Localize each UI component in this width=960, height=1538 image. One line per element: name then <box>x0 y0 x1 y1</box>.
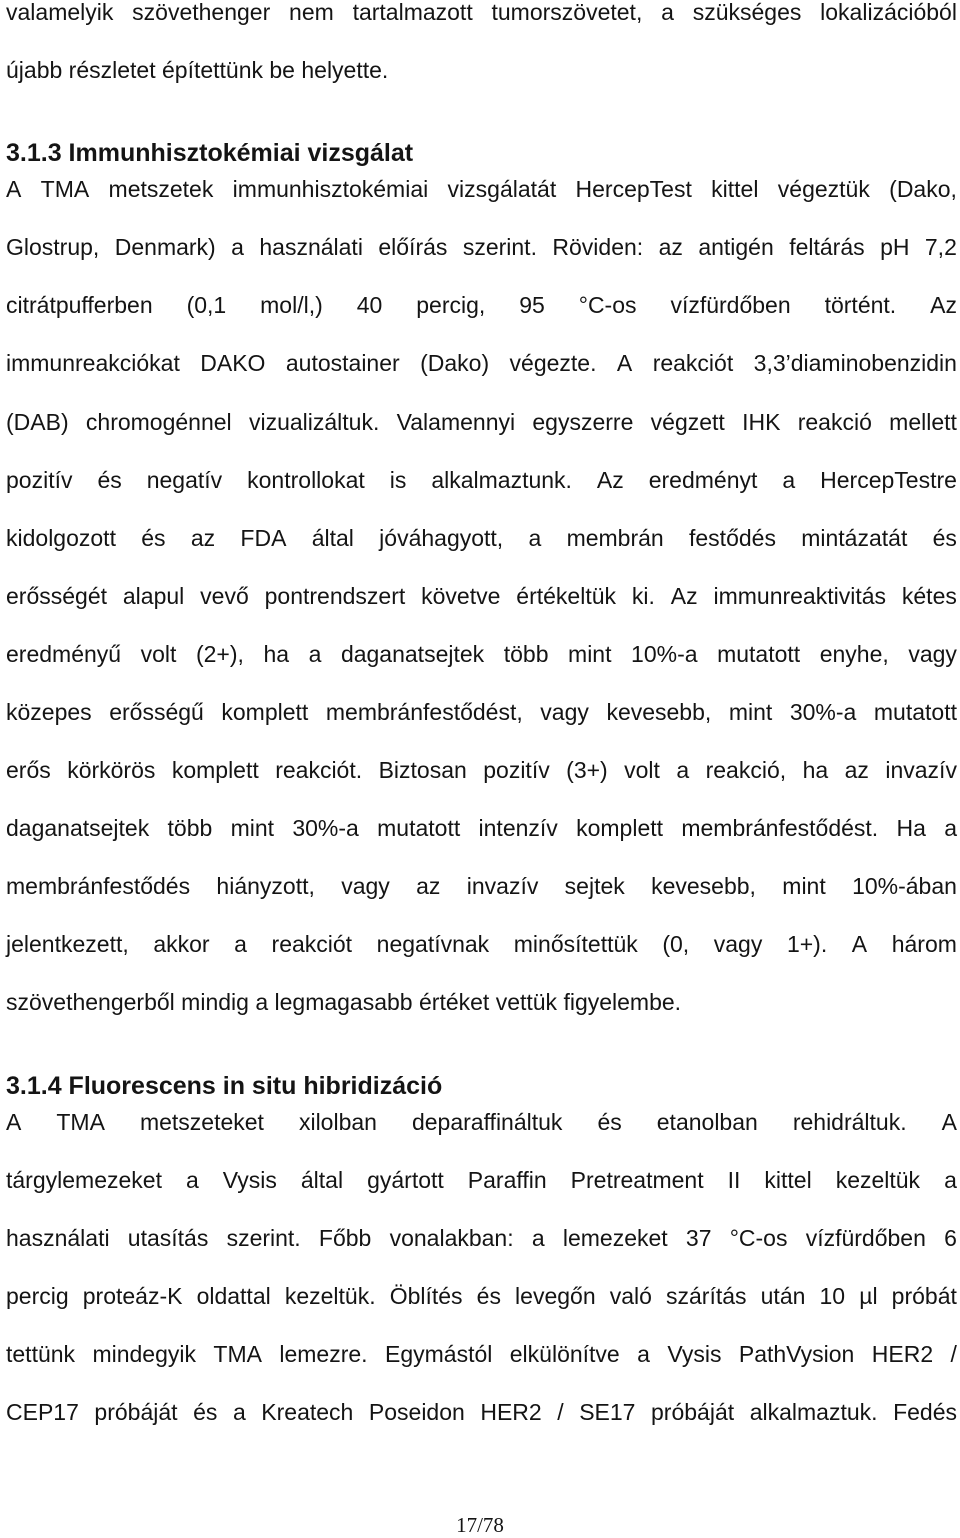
word: volt <box>140 641 177 667</box>
word: vízfürdőben <box>805 1225 926 1251</box>
word: TMA <box>40 176 90 202</box>
word: a <box>528 525 542 551</box>
word: minősítettük <box>513 931 638 957</box>
word: az <box>190 525 216 551</box>
word: pH <box>880 234 910 260</box>
word: metszeteket <box>139 1109 264 1135</box>
word: utasítás <box>127 1225 209 1251</box>
word: vonalakban: <box>389 1225 514 1251</box>
body-text-line <box>6 1281 957 1311</box>
word: 3,3’diaminobenzidin <box>753 350 957 376</box>
body-text-line <box>6 1165 957 1195</box>
word: által <box>300 1167 344 1193</box>
word: értékeltük <box>516 583 616 609</box>
body-text-line <box>6 465 957 495</box>
word: Vysis <box>667 1341 722 1367</box>
word: a <box>185 1167 199 1193</box>
word: szárítás <box>666 1283 747 1309</box>
word: próbát <box>891 1283 957 1309</box>
word: után <box>760 1283 806 1309</box>
word: antigén <box>698 234 774 260</box>
word: eredményt <box>648 467 758 493</box>
body-text-line <box>6 348 957 378</box>
word: deparaffináltuk <box>411 1109 563 1135</box>
word: közepes <box>6 699 92 725</box>
word: elkülönítve <box>509 1341 620 1367</box>
word: Denmark) <box>114 234 216 260</box>
word: használati <box>6 1225 110 1251</box>
word: °C-os <box>578 292 637 318</box>
body-text-line <box>6 1339 957 1369</box>
word: reakciót. <box>275 757 363 783</box>
word: 30%-a <box>292 815 359 841</box>
word: vevő <box>200 583 249 609</box>
word: és <box>141 525 166 551</box>
word: reakció, <box>705 757 787 783</box>
word: proteáz-K <box>82 1283 183 1309</box>
word: a <box>232 1399 246 1425</box>
word: valamelyik <box>6 0 114 25</box>
word: a <box>234 931 247 957</box>
word: 7,2 <box>924 234 957 260</box>
word: Biztosan <box>378 757 467 783</box>
word: HER2 <box>871 1341 934 1367</box>
word: alkalmaztuk. <box>749 1399 878 1425</box>
word: membránfestődést, <box>325 699 523 725</box>
word: is <box>389 467 407 493</box>
word: membrán <box>566 525 664 551</box>
word: szövethenger <box>132 0 271 25</box>
word: SE17 <box>579 1399 636 1425</box>
word: (0,1 <box>186 292 227 318</box>
word: több <box>167 815 213 841</box>
word: vizualizáltuk. <box>248 409 380 435</box>
word: oldattal <box>196 1283 271 1309</box>
word: IHK <box>742 409 781 435</box>
word: 95 <box>519 292 545 318</box>
word: Az <box>670 583 698 609</box>
word: kevesebb, <box>651 873 756 899</box>
word: az <box>416 873 441 899</box>
word: immunreaktivitás <box>713 583 887 609</box>
word: / <box>950 1341 957 1367</box>
word: percig <box>6 1283 69 1309</box>
body-text-line <box>6 523 957 553</box>
word: és <box>932 525 957 551</box>
word: vagy <box>540 699 589 725</box>
word: kezeltük. <box>284 1283 376 1309</box>
word: II <box>727 1167 741 1193</box>
word: volt <box>624 757 660 783</box>
word: a <box>944 815 957 841</box>
word: CEP17 <box>6 1399 79 1425</box>
body-text-line <box>6 639 957 669</box>
body-text-line <box>6 581 957 611</box>
word: Röviden: <box>552 234 644 260</box>
word: a <box>231 234 244 260</box>
word: mutatott <box>873 699 957 725</box>
word: erősségét <box>6 583 108 609</box>
word: és <box>193 1399 218 1425</box>
word: daganatsejtek <box>340 641 485 667</box>
word: hiányzott, <box>216 873 315 899</box>
word: Egymástól <box>384 1341 493 1367</box>
word: HercepTest <box>575 176 692 202</box>
word: egyszerre <box>532 409 634 435</box>
body-text-line: szövethengerből mindig a legmagasabb értéket vettük figyelembe. <box>6 989 682 1015</box>
word: A <box>6 176 22 202</box>
word: előírás <box>378 234 448 260</box>
word: a <box>782 467 796 493</box>
word: Fedés <box>893 1399 957 1425</box>
word: ki. <box>631 583 655 609</box>
word: Kreatech <box>261 1399 354 1425</box>
word: által <box>311 525 354 551</box>
word: etanolban <box>656 1109 758 1135</box>
word: tárgylemezeket <box>6 1167 162 1193</box>
word: végeztük <box>777 176 870 202</box>
word: feltárás <box>789 234 865 260</box>
word: TMA <box>213 1341 262 1367</box>
word: 30%-a <box>789 699 857 725</box>
word: követve <box>421 583 501 609</box>
word: lemezeket <box>562 1225 668 1251</box>
word: immunhisztokémiai <box>232 176 429 202</box>
word: szerint. <box>462 234 537 260</box>
word: a <box>637 1341 650 1367</box>
word: mintázatát <box>801 525 908 551</box>
word: FDA <box>240 525 287 551</box>
word: tettünk <box>6 1341 76 1367</box>
word: (Dako) <box>420 350 490 376</box>
word: mellett <box>889 409 957 435</box>
page-number: 17/78 <box>456 1513 504 1537</box>
word: a <box>308 641 322 667</box>
word: a <box>531 1225 545 1251</box>
word: membránfestődést. <box>681 815 879 841</box>
word: reakció <box>797 409 872 435</box>
word: intenzív <box>478 815 558 841</box>
word: (DAB) <box>6 409 69 435</box>
word: mint <box>782 873 826 899</box>
word: A <box>941 1109 957 1135</box>
word: a <box>676 757 690 783</box>
word: a <box>661 0 674 25</box>
word: kezeltük <box>835 1167 921 1193</box>
section-heading-3-1-3: 3.1.3 Immunhisztokémiai vizsgálat <box>6 139 414 167</box>
word: (3+) <box>566 757 608 783</box>
body-text-line <box>6 174 957 204</box>
word: Ha <box>896 815 926 841</box>
word: és <box>97 467 122 493</box>
word: gyártott <box>367 1167 444 1193</box>
word: 10%-a <box>631 641 698 667</box>
body-text-line: újabb részletet építettünk be helyette. <box>6 57 389 83</box>
word: végezte. <box>509 350 597 376</box>
word: 10%-ában <box>852 873 957 899</box>
word: PathVysion <box>738 1341 855 1367</box>
word: mint <box>230 815 275 841</box>
word: Az <box>596 467 624 493</box>
word: kétes <box>901 583 957 609</box>
body-text-line <box>6 871 957 901</box>
word: °C-os <box>729 1225 788 1251</box>
word: festődés <box>689 525 776 551</box>
word: a <box>944 1167 957 1193</box>
body-text-line <box>6 232 957 262</box>
word: lemezre. <box>279 1341 368 1367</box>
word: chromogénnel <box>85 409 232 435</box>
word: levegőn <box>515 1283 596 1309</box>
word: erősségű <box>109 699 204 725</box>
body-text-line <box>6 1397 957 1427</box>
word: alkalmaztunk. <box>431 467 572 493</box>
body-text-line <box>6 290 957 320</box>
word: (0, <box>662 931 690 957</box>
word: percig, <box>416 292 486 318</box>
word: A <box>851 931 868 957</box>
word: pontrendszert <box>264 583 406 609</box>
word: kittel <box>764 1167 812 1193</box>
body-text-line <box>6 407 957 437</box>
body-text-line <box>6 755 957 785</box>
word: mol/l,) <box>260 292 323 318</box>
word: immunreakciókat <box>6 350 180 376</box>
word: 10 <box>819 1283 846 1309</box>
word: komplett <box>171 757 259 783</box>
word: erős <box>6 757 51 783</box>
word: az <box>844 757 869 783</box>
word: Valamennyi <box>396 409 516 435</box>
section-heading-3-1-4: 3.1.4 Fluorescens in situ hibridizáció <box>6 1072 443 1100</box>
word: tumorszövetet, <box>491 0 643 25</box>
word: mindegyik <box>92 1341 196 1367</box>
word: negatív <box>146 467 223 493</box>
word: kontrollokat <box>247 467 365 493</box>
word: történt. <box>824 292 897 318</box>
word: Vysis <box>222 1167 277 1193</box>
word: metszetek <box>108 176 214 202</box>
word: citrátpufferben <box>6 292 153 318</box>
word: és <box>597 1109 622 1135</box>
word: (Dako, <box>889 176 957 202</box>
word: autostainer <box>285 350 400 376</box>
word: akkor <box>153 931 210 957</box>
word: enyhe, <box>819 641 889 667</box>
word: xilolban <box>298 1109 377 1135</box>
word: komplett <box>221 699 309 725</box>
word: pozitív <box>483 757 550 783</box>
word: membránfestődés <box>6 873 191 899</box>
word: daganatsejtek <box>6 815 150 841</box>
word: három <box>891 931 957 957</box>
word: 6 <box>944 1225 957 1251</box>
word: szükséges <box>692 0 802 25</box>
word: nem <box>289 0 334 25</box>
word: 1+). <box>786 931 828 957</box>
word: próbáját <box>651 1399 735 1425</box>
body-text-line <box>6 1223 957 1253</box>
word: A <box>616 350 633 376</box>
word: végzett <box>650 409 725 435</box>
word: kittel <box>711 176 759 202</box>
body-text-line <box>6 929 957 959</box>
word: A <box>6 1109 22 1135</box>
word: körkörös <box>67 757 156 783</box>
word: invazív <box>885 757 957 783</box>
word: mutatott <box>717 641 801 667</box>
word: Pretreatment <box>570 1167 704 1193</box>
word: pozitív <box>6 467 73 493</box>
word: Poseidon <box>368 1399 465 1425</box>
word: kevesebb, <box>606 699 712 725</box>
word: szerint. <box>226 1225 301 1251</box>
word: vagy <box>341 873 390 899</box>
word: Öblítés <box>389 1283 463 1309</box>
word: 40 <box>356 292 383 318</box>
word: DAKO <box>200 350 266 376</box>
word: használati <box>259 234 363 260</box>
word: negatívnak <box>376 931 490 957</box>
word: jóváhagyott, <box>379 525 504 551</box>
word: komplett <box>576 815 664 841</box>
word: több <box>503 641 549 667</box>
word: µl <box>859 1283 878 1309</box>
word: jelentkezett, <box>6 931 129 957</box>
word: reakciót <box>271 931 353 957</box>
body-text-line <box>6 0 957 27</box>
word: ha <box>263 641 290 667</box>
word: HercepTestre <box>820 467 957 493</box>
word: alapul <box>122 583 185 609</box>
word: Főbb <box>318 1225 372 1251</box>
word: rehidráltuk. <box>792 1109 907 1135</box>
word: Az <box>930 292 957 318</box>
word: / <box>557 1399 564 1425</box>
body-text-line <box>6 697 957 727</box>
word: 37 <box>685 1225 712 1251</box>
word: mint <box>728 699 773 725</box>
word: vizsgálatát <box>447 176 557 202</box>
word: lokalizációból <box>820 0 957 25</box>
word: való <box>609 1283 652 1309</box>
word: reakciót <box>652 350 734 376</box>
word: próbáját <box>94 1399 178 1425</box>
word: sejtek <box>564 873 625 899</box>
word: és <box>476 1283 501 1309</box>
word: vagy <box>713 931 763 957</box>
word: mint <box>568 641 612 667</box>
word: Paraffin <box>467 1167 547 1193</box>
body-text-line <box>6 1107 957 1137</box>
word: tartalmazott <box>352 0 473 25</box>
word: HER2 <box>480 1399 542 1425</box>
body-text-line <box>6 813 957 843</box>
word: mutatott <box>377 815 461 841</box>
word: invazív <box>466 873 539 899</box>
word: (2+), <box>195 641 244 667</box>
word: eredményű <box>6 641 122 667</box>
word: Glostrup, <box>6 234 100 260</box>
word: ha <box>802 757 829 783</box>
word: TMA <box>56 1109 105 1135</box>
word: vagy <box>908 641 957 667</box>
word: kidolgozott <box>6 525 116 551</box>
word: az <box>658 234 683 260</box>
word: vízfürdőben <box>670 292 791 318</box>
